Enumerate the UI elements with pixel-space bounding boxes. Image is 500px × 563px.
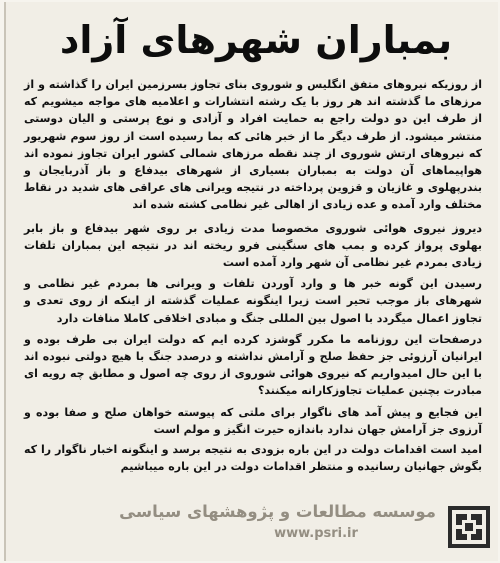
article-paragraph: این فجایع و پیش آمد های ناگوار برای ملتی که پیوسته خواهان صلح و صفا بوده و آرزوی جز آرامش جهان ندارد باندازه حیرت انگیز و مولم است xyxy=(24,405,482,436)
article-body xyxy=(24,76,482,475)
article-headline: بمباران شهرهای آزاد xyxy=(59,18,453,62)
watermark-institute-name: موسسه مطالعات و پژوهشهای سیاسی xyxy=(119,502,436,521)
article-paragraph: درصفحات این روزنامه ما مکرر گوشزد کرده ایم که دولت ایران بی طرف بوده و ایرانیان آرزوئی جز حفظ صلح و آرامش نداشته و درصدد جنگ با هیچ دولتی نبوده اند با این حال امیدواریم که نیروی هوائی شوروی از روی چه اصول و مطابق چه رویه ای مبادرت بچنین عملیات تجاوزکارانه میکنند؟ xyxy=(24,332,482,398)
article-paragraph: دیروز نیروی هوائی شوروی مخصوصا مدت زیادی بر روی شهر بیدفاع و باز بابر بهلوی پرواز کرده و بمب های سنگینی فرو ریخته اند در نتیجه این بمباران تلفات زیادی بمردم غیر نظامی آن شهر وارد آمده است xyxy=(24,221,482,270)
article-paragraph: امید است اقدامات دولت در این باره بزودی به نتیجه برسد و اینگونه اخبار ناگوار را که بگوش جهانیان رسانیده و منتظر اقدامات دولت در این باره میباشیم xyxy=(24,443,482,474)
watermark-url: www.psri.ir xyxy=(274,526,358,541)
article-paragraph: رسیدن این گونه خبر ها و وارد آوردن تلفات و ویرانی ها بمردم غیر نظامی و شهرهای باز موجب تحیر است زیرا اینگونه عملیات گذشته از اینکه از روی تعدی و تجاوز اعمال میگردد با اصول بین المللی جنگ و مبادی اخلاقی کاملا منافات دارد xyxy=(24,277,482,325)
article-paragraph: از روزیکه نیروهای متفق انگلیس و شوروی بنای تجاوز بسرزمین ایران را گذاشته و از مرزهای ما گذشته اند هر روز با یک رشته انتشارات و اعلامیه های مواجه میشویم که از طرف این دو دولت راجع به حمایت افراد و آزادی و نوع پرستی و الیان دوستی منتشر میشود. از طرف دیگر ما از خبر هائی که بما رسیده است از روز سوم شهریور که نیروهای ارتش شوروی از چند نقطه مرزهای شمالی کشور ایران تجاوز نموده اند هواپیماهای آن دولت به بمباران بسیاری از شهرهای بیدفاع و باز آذربایجان و بندرپهلوی و غازیان و قزوین پرداخته در نتیجه ویرانی های عراقی های شدید در نقاط مختلف وارد آمده و عده زیادی از اهالی غیر نظامی کشته شده اند xyxy=(24,78,482,212)
newspaper-clipping xyxy=(4,2,498,561)
